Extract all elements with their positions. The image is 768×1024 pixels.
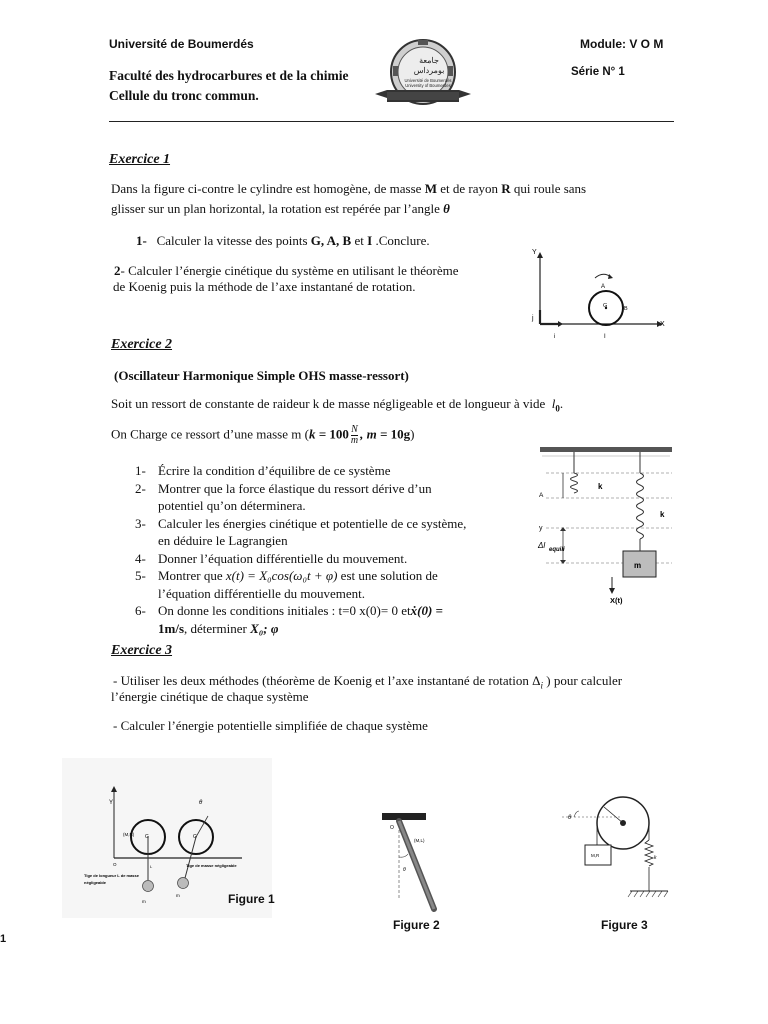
header-divider [109,121,674,122]
svg-text:O: O [390,825,394,831]
svg-text:G: G [193,834,197,840]
svg-text:Tige de masse négligeable: Tige de masse négligeable [186,863,237,868]
logo-arabic-2: بومرداس [413,66,445,75]
list-item: 1m/s, déterminer X₀; φ [158,620,279,636]
ex2-charge-line: On Charge ce ressort d’une masse m (k = 100 $\frac{N}{m}$ , m = 10g) [111,424,415,446]
ex3-line2: l’énergie cinétique de chaque système [111,689,309,704]
module-label: Module: V O M [580,37,664,51]
svg-text:m: m [176,893,180,898]
svg-text:θ: θ [403,867,406,873]
svg-text:Tige de longueur L de masse: Tige de longueur L de masse [84,873,139,878]
svg-text:L: L [150,864,153,869]
svg-text:I: I [604,334,606,340]
ex1-intro-line1: Dans la figure ci-contre le cylindre est homogène, de masse M et de rayon R qui roule sans [111,181,587,196]
svg-text:(M,R): (M,R) [123,832,135,837]
ex1-intro-line2: glisser sur un plan horizontal, la rotation est repérée par l’angle θ [111,201,450,216]
ex1-figure [525,240,675,348]
svg-text:Y: Y [109,800,114,806]
cell-name: Cellule du tronc commun. [109,88,259,103]
svg-text:y: y [539,525,543,532]
svg-text:A: A [601,284,606,290]
svg-text:X: X [660,321,665,328]
list-item: en déduire le Lagrangien [158,533,288,548]
figure-1-caption: Figure 1 [228,892,275,906]
svg-text:m: m [634,561,642,570]
svg-text:j: j [532,315,534,322]
svg-text:m: m [142,899,146,904]
series-label: Série N° 1 [571,66,625,78]
page-number: 1 [0,933,7,945]
svg-text:k: k [654,855,657,861]
ceiling [540,447,672,452]
list-item: 1- Écrire la condition d’équilibre de ce système [135,463,391,478]
ex3-line3: - Calculer l’énergie potentielle simplifiée de chaque système [113,718,428,733]
ex1-question2-line1: 2- Calculer l’énergie cinétique du système en utilisant le théorème [114,263,459,278]
svg-text:Y: Y [532,249,537,256]
svg-text:k: k [598,482,603,491]
ex2-title: Exercice 2 [111,337,173,352]
ex2-figure [530,443,680,605]
logo-arabic-1: جامعة [419,56,439,65]
list-item: 2- Montrer que la force élastique du ressort dérive d’un [135,480,432,496]
svg-text:B: B [624,306,628,312]
list-item: 5- Montrer que x(t) = X₀cos(ω₀t + φ) est une solution de [135,568,438,583]
ex1-title: Exercice 1 [109,152,171,167]
ex2-line1: Soit un ressort de constante de raideur k de masse négligeable et de longueur à vide $l_0$. [111,396,564,414]
svg-text:A: A [539,492,544,499]
svg-text:k: k [660,510,665,519]
faculty-name: Faculté des hydrocarbures et de la chimie [109,68,349,83]
svg-text:equili: equili [549,547,565,553]
svg-text:négligeable: négligeable [84,880,107,885]
list-item: 4- Donner l’équation différentielle du mouvement. [135,550,408,566]
svg-text:G: G [145,834,149,840]
figure-3-caption: Figure 3 [601,918,648,932]
svg-text:O: O [113,862,117,867]
svg-text:X(t): X(t) [610,596,623,605]
university-logo [373,36,473,114]
figure-3 [560,795,680,905]
university-name: Université de Boumerdés [109,37,254,51]
ex1-question1: 1- Calculer la vitesse des points G, A, B et I .Conclure. [136,233,430,248]
ex2-subtitle: (Oscillateur Harmonique Simple OHS masse-ressort) [114,368,409,383]
svg-text:M,R: M,R [591,853,600,858]
svg-text:θ: θ [199,800,203,806]
logo-english: University of Boumerdes [405,83,451,88]
svg-text:i: i [554,334,556,340]
svg-text:Δl: Δl [538,541,546,550]
ex1-question2-line2: de Koenig puis la méthode de l’axe instantané de rotation. [113,279,416,294]
logo-french: Université de Boumerdès [404,78,452,83]
svg-text:G: G [603,303,608,309]
ex3-line1: - Utiliser les deux méthodes (théorème de Koenig et l’axe instantané de rotation $\Delta_i$ ) pour calculer [113,673,623,691]
svg-text:(M,L): (M,L) [414,838,425,843]
ex2-questions-list [135,462,495,637]
figure-2-caption: Figure 2 [393,918,440,932]
list-item: 3- Calculer les énergies cinétique et potentielle de ce système, [135,515,467,531]
svg-text:θ: θ [568,815,572,821]
figure-2 [370,805,460,915]
ex3-title: Exercice 3 [111,643,173,658]
list-item: l’équation différentielle du mouvement. [158,585,365,601]
list-item: potentiel qu’on déterminera. [158,498,306,513]
list-item: 6- On donne les conditions initiales : t=0 x(0)= 0 etẋ(0) = [135,603,443,618]
